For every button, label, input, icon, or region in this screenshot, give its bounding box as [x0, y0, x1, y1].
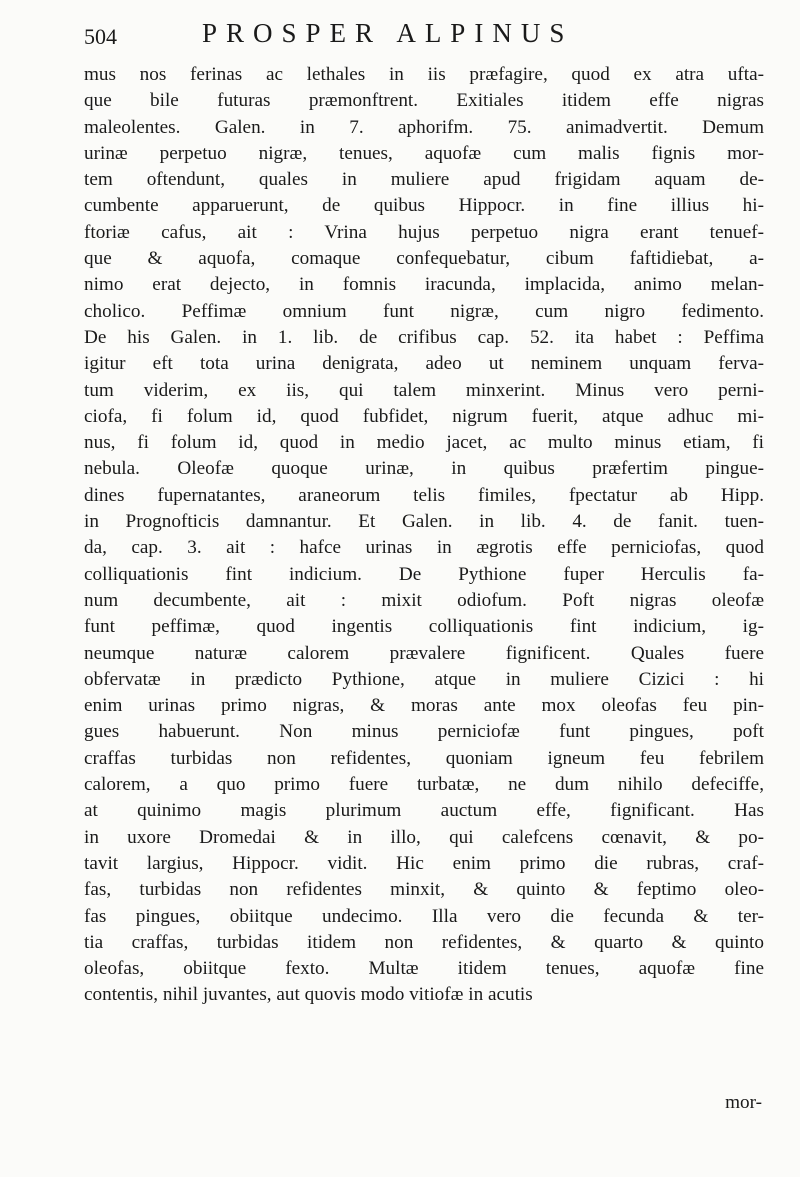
text-line: maleolentes. Galen. in 7. aphorifm. 75. animadvertit. Demum: [84, 116, 764, 138]
text-line: tavit largius, Hippocr. vidit. Hic enim primo die rubras, craf-: [84, 852, 764, 874]
text-line: calorem, a quo primo fuere turbatæ, ne dum nihilo defeciffe,: [84, 774, 764, 796]
text-line: nus, fi folum id, quod in medio jacet, ac multo minus etiam, fi: [84, 432, 764, 454]
text-line: contentis, nihil juvantes, aut quovis modo vitiofæ in acutis: [84, 984, 533, 1006]
text-line: igitur eft tota urina denigrata, adeo ut neminem unquam ferva-: [84, 353, 764, 375]
text-line: oleofas, obiitque fexto. Multæ itidem tenues, aquofæ fine: [84, 958, 764, 980]
text-line: nimo erat dejecto, in fomnis iracunda, implacida, animo melan-: [84, 274, 764, 296]
catchword: mor-: [725, 1092, 762, 1113]
text-line: tum viderim, ex iis, qui talem minxerint. Minus vero perni-: [84, 379, 764, 401]
text-line: que & aquofa, comaque confequebatur, cibum faftidiebat, a-: [84, 248, 764, 270]
text-line: cholico. Peffimæ omnium funt nigræ, cum nigro fedimento.: [84, 300, 764, 322]
text-line: neumque naturæ calorem prævalere fignificent. Quales fuere: [84, 642, 764, 664]
page-number: 504: [84, 24, 117, 49]
text-line: nebula. Oleofæ quoque urinæ, in quibus præfertim pingue-: [84, 458, 764, 480]
text-line: ciofa, fi folum id, quod fubfidet, nigrum fuerit, atque adhuc mi-: [84, 405, 764, 427]
text-line: fas pingues, obiitque undecimo. Illa vero die fecunda & ter-: [84, 905, 764, 927]
text-line: funt peffimæ, quod ingentis colliquationis fint indicium, ig-: [84, 616, 764, 638]
running-title: PROSPER ALPINUS: [202, 18, 574, 48]
text-line: enim urinas primo nigras, & moras ante mox oleofas feu pin-: [84, 695, 764, 717]
text-line: at quinimo magis plurimum auctum effe, fignificant. Has: [84, 800, 764, 822]
body-text: [84, 62, 764, 1009]
text-line: mus nos ferinas ac lethales in iis præfagire, quod ex atra ufta-: [84, 64, 764, 85]
text-line: ftoriæ cafus, ait : Vrina hujus perpetuo nigra erant tenuef-: [84, 221, 764, 243]
text-line: colliquationis fint indicium. De Pythione fuper Herculis fa-: [84, 563, 764, 585]
text-line: fas, turbidas non refidentes minxit, & quinto & feptimo oleo-: [84, 879, 764, 901]
text-line: gues habuerunt. Non minus perniciofæ funt pingues, poft: [84, 721, 764, 743]
text-line: in uxore Dromedai & in illo, qui calefcens cœnavit, & po-: [84, 826, 764, 848]
page-header: [84, 18, 724, 58]
text-line: num decumbente, ait : mixit odiofum. Poft nigras oleofæ: [84, 589, 764, 611]
text-line: dines fupernatantes, araneorum telis fimiles, fpectatur ab Hipp.: [84, 484, 764, 506]
text-line: tem oftendunt, quales in muliere apud frigidam aquam de-: [84, 169, 764, 191]
text-line: da, cap. 3. ait : hafce urinas in ægrotis effe perniciofas, quod: [84, 537, 764, 559]
text-line: craffas turbidas non refidentes, quoniam igneum feu febrilem: [84, 747, 764, 769]
text-line: urinæ perpetuo nigræ, tenues, aquofæ cum malis fignis mor-: [84, 142, 764, 164]
text-line: in Prognofticis damnantur. Et Galen. in lib. 4. de fanit. tuen-: [84, 511, 764, 533]
text-line: cumbente apparuerunt, de quibus Hippocr. in fine illius hi-: [84, 195, 764, 217]
text-line: obfervatæ in prædicto Pythione, atque in muliere Cizici : hi: [84, 668, 764, 690]
text-line: De his Galen. in 1. lib. de crifibus cap. 52. ita habet : Peffima: [84, 326, 764, 348]
text-line: que bile futuras præmonftrent. Exitiales itidem effe nigras: [84, 90, 764, 112]
text-line: tia craffas, turbidas itidem non refidentes, & quarto & quinto: [84, 931, 764, 953]
